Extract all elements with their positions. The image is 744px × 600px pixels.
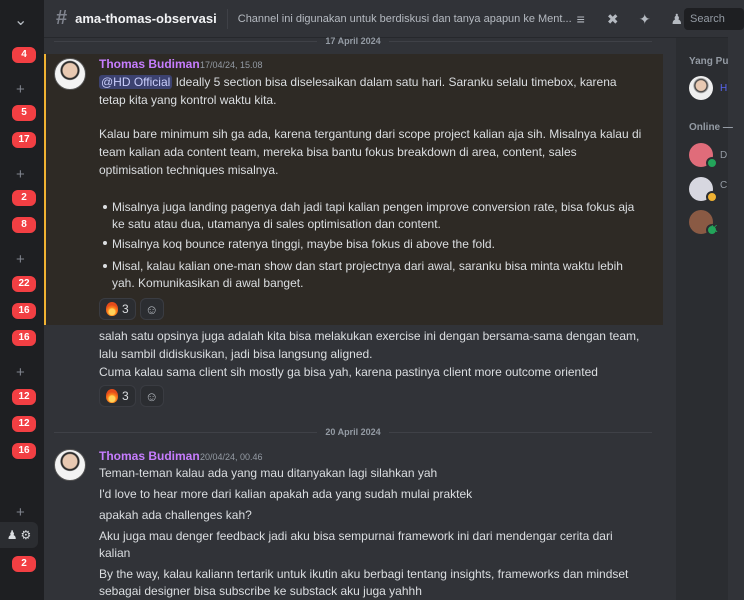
- idle-status-icon: [706, 191, 718, 203]
- channel-name: ama-thomas-observasi: [75, 11, 217, 26]
- server-badge[interactable]: 5: [10, 103, 38, 123]
- message-line: lalu sambil didiskusikan, jadi bisa langsung aligned.: [99, 347, 373, 361]
- member-avatar[interactable]: [689, 76, 713, 100]
- user-mention[interactable]: @HD Official: [101, 75, 171, 89]
- server-badge[interactable]: 12: [10, 387, 38, 407]
- server-badge[interactable]: 12: [10, 414, 38, 434]
- hashtag-icon: #: [56, 7, 68, 29]
- online-status-icon: [706, 157, 718, 169]
- message-author[interactable]: Thomas Budiman: [99, 449, 200, 463]
- message-line: sebagai designer bisa subscribe ke substack aku juga yahhh: [99, 584, 422, 598]
- bullet-dot: [103, 241, 107, 245]
- server-badge[interactable]: 2: [10, 554, 38, 574]
- message-line: Kalau bare minimum sih ga ada, karena tergantung dari scope project kalian aja sih. Misalnya kalau di: [99, 127, 642, 141]
- channel-topic[interactable]: Channel ini digunakan untuk berdiskusi dan tanya apapun ke Ment...: [237, 12, 572, 25]
- server-badge[interactable]: 2: [10, 188, 38, 208]
- member-section-header: Yang Pu: [689, 56, 729, 67]
- chevron-down-icon[interactable]: ⌄: [14, 12, 28, 29]
- add-reaction-button[interactable]: [140, 298, 164, 320]
- avatar[interactable]: [54, 58, 86, 90]
- message-line: By the way, kalau kaliann tertarik untuk ikutin aku berbagi tentang insights, frameworks dan mindset: [99, 567, 629, 581]
- message-timestamp: 20/04/24, 00.46: [200, 452, 263, 462]
- message-line: @HD Official Ideally 5 section bisa diselesaikan dalam satu hari. Saranku selalu timebox, karena: [101, 75, 617, 89]
- server-badge[interactable]: 16: [10, 328, 38, 348]
- smiley-icon: ☺: [145, 301, 159, 317]
- bullet-dot: [103, 205, 107, 209]
- header-toolbar: [572, 10, 686, 28]
- member-name[interactable]: K: [711, 224, 718, 235]
- bullet-line: Misal, kalau kalian one-man show dan start projectnya dari awal, saranku bisa minta waktu lebih: [112, 259, 623, 273]
- header-divider: [227, 9, 228, 29]
- date-divider: 20 April 2024: [54, 425, 652, 439]
- add-reaction-button[interactable]: [140, 385, 164, 407]
- date-divider: 17 April 2024: [54, 34, 652, 48]
- avatar[interactable]: [54, 449, 86, 481]
- message-timestamp: 17/04/24, 15.08: [200, 60, 263, 70]
- people-settings-icon[interactable]: ♟: [6, 528, 18, 542]
- fire-icon: [106, 389, 118, 403]
- message-line: team kalian ada content team, mereka bisa bantu fokus breakdown di area, content, sales: [99, 145, 577, 159]
- member-section-header: Online —: [689, 122, 733, 133]
- message-line: Aku juga mau denger feedback jadi aku bisa sempurnai framework ini dari mendengar cerita dari: [99, 529, 613, 543]
- message-author[interactable]: Thomas Budiman: [99, 57, 200, 71]
- bullet-line: Misalnya koq bounce ratenya tinggi, maybe bisa fokus di above the fold.: [112, 237, 495, 251]
- fire-icon: [106, 302, 118, 316]
- message-line: tetap kita yang kontrol waktu kita.: [99, 93, 277, 107]
- plus-icon[interactable]: +: [16, 251, 25, 268]
- server-badge[interactable]: 4: [10, 45, 38, 65]
- fire-reaction[interactable]: 3: [99, 385, 136, 407]
- message-line: apakah ada challenges kah?: [99, 508, 252, 522]
- member-name[interactable]: D: [720, 150, 728, 161]
- server-rail: [0, 0, 44, 600]
- member-list: [676, 38, 733, 600]
- plus-icon[interactable]: +: [16, 166, 25, 183]
- gear-icon[interactable]: ⚙: [20, 528, 32, 542]
- message-line: optimisation techniques misalnya.: [99, 163, 279, 177]
- fire-reaction[interactable]: 3: [99, 298, 136, 320]
- smiley-icon: ☺: [145, 388, 159, 404]
- bullet-line: Misalnya juga landing pagenya dah jadi tapi kalian pengen improve conversion rate, bisa fokus aja: [112, 200, 635, 214]
- reaction-bar: [99, 298, 164, 320]
- user-controls[interactable]: [0, 522, 38, 548]
- member-name[interactable]: H: [720, 83, 728, 94]
- server-badge[interactable]: 16: [10, 441, 38, 461]
- server-badge[interactable]: 22: [10, 274, 38, 294]
- channel-header: [44, 0, 728, 38]
- message-list: [44, 38, 676, 600]
- mute-bell-icon[interactable]: ✖: [606, 10, 619, 27]
- plus-icon[interactable]: +: [16, 81, 25, 98]
- member-name[interactable]: C: [720, 180, 728, 191]
- server-badge[interactable]: 8: [10, 215, 38, 235]
- members-icon[interactable]: ♟: [670, 10, 684, 27]
- threads-icon[interactable]: ≡: [576, 10, 585, 27]
- message-line: kalian: [99, 546, 131, 560]
- bullet-line: yah. Komunikasikan di awal banget.: [112, 276, 304, 290]
- message-line: salah satu opsinya juga adalah kita bisa melakukan exercise ini dengan bersama-sama dengan team,: [99, 329, 640, 343]
- reaction-bar: [99, 385, 164, 407]
- plus-icon[interactable]: +: [16, 364, 25, 381]
- message-line: Teman-teman kalau ada yang mau ditanyakan lagi silahkan yah: [99, 466, 438, 480]
- server-badge[interactable]: 16: [10, 301, 38, 321]
- server-badge[interactable]: 17: [10, 130, 38, 150]
- message-line: I'd love to hear more dari kalian apakah ada yang sudah mulai praktek: [99, 487, 473, 501]
- pin-icon[interactable]: ✦: [638, 10, 651, 27]
- bullet-dot: [103, 264, 107, 268]
- search-input[interactable]: Search: [684, 8, 744, 30]
- message-line: Cuma kalau sama client sih mostly ga bisa yah, karena pastinya client more outcome oriented: [99, 365, 598, 379]
- bullet-line: ke satu atau dua, utamanya di sales optimisation dan content.: [112, 217, 441, 231]
- plus-icon[interactable]: +: [16, 504, 25, 521]
